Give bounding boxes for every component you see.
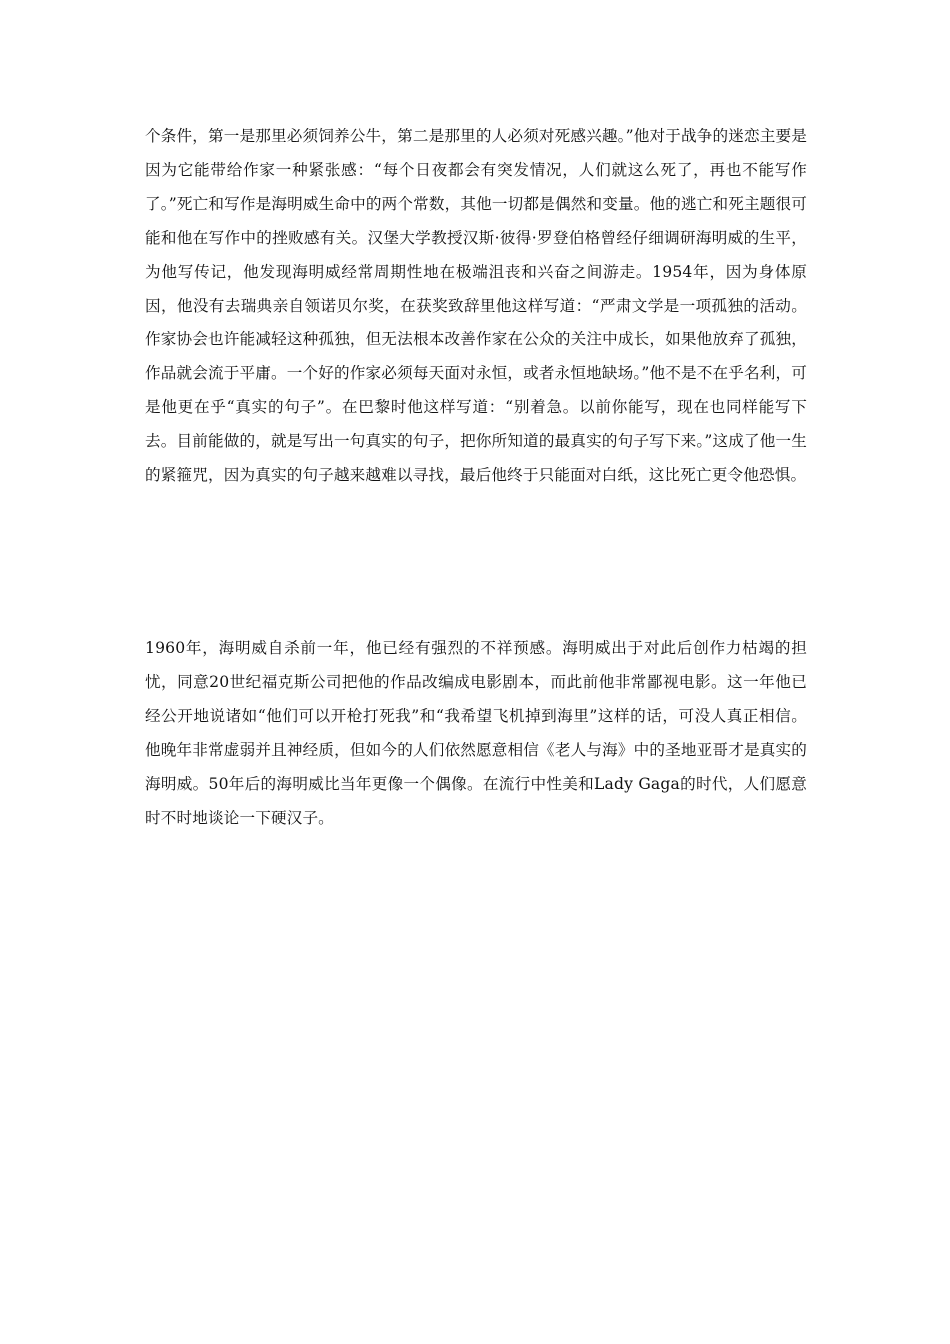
paragraph-2-text: 1960年，海明威自杀前一年，他已经有强烈的不祥预感。海明威出于对此后创作力枯竭的担忧，同意20世纪福克斯公司把他的作品改编成电影剧本，而此前他非常鄙视电影。这一年他已经公开地说诸如“他们可以开枪打死我”和“我希望飞机掉到海里”这样的话，可没人真正相信。他晚年非常虚弱并且神经质，但如今的人们依然愿意相信《老人与海》中的圣地亚哥才是真实的海明威。50年后的海明威比当年更像一个偶像。在流行中性美和Lady Gaga的时代，人们愿意时不时地谈论一下硬汉子。 — [145, 639, 807, 827]
paragraph-1-text: 个条件，第一是那里必须饲养公牛，第二是那里的人必须对死感兴趣。”他对于战争的迷恋主要是因为它能带给作家一种紧张感：“每个日夜都会有突发情况，人们就这么死了，再也不能写作了。”死亡和写作是海明威生命中的两个常数，其他一切都是偶然和变量。他的逃亡和死主题很可能和他在写作中的挫败感有关。汉堡大学教授汉斯·彼得·罗登伯格曾经仔细调研海明威的生平，为他写传记，他发现海明威经常周期性地在极端沮丧和兴奋之间游走。1954年，因为身体原因，他没有去瑞典亲自领诺贝尔奖，在获奖致辞里他这样写道：“严肃文学是一项孤独的活动。作家协会也许能减轻这种孤独，但无法根本改善作家在公众的关注中成长，如果他放弃了孤独，作品就会流于平庸。一个好的作家必须每天面对永恒，或者永恒地缺场。”他不是不在乎名利，可是他更在乎“真实的句子”。在巴黎时他这样写道：“别着急。以前你能写，现在也同样能写下去。目前能做的，就是写出一句真实的句子，把你所知道的最真实的句子写下来。”这成了他一生的紧箍咒，因为真实的句子越来越难以寻找，最后他终于只能面对白纸，这比死亡更令他恐惧。 — [145, 127, 807, 485]
paragraph-2 — [145, 632, 807, 835]
paragraph-1 — [145, 120, 807, 493]
